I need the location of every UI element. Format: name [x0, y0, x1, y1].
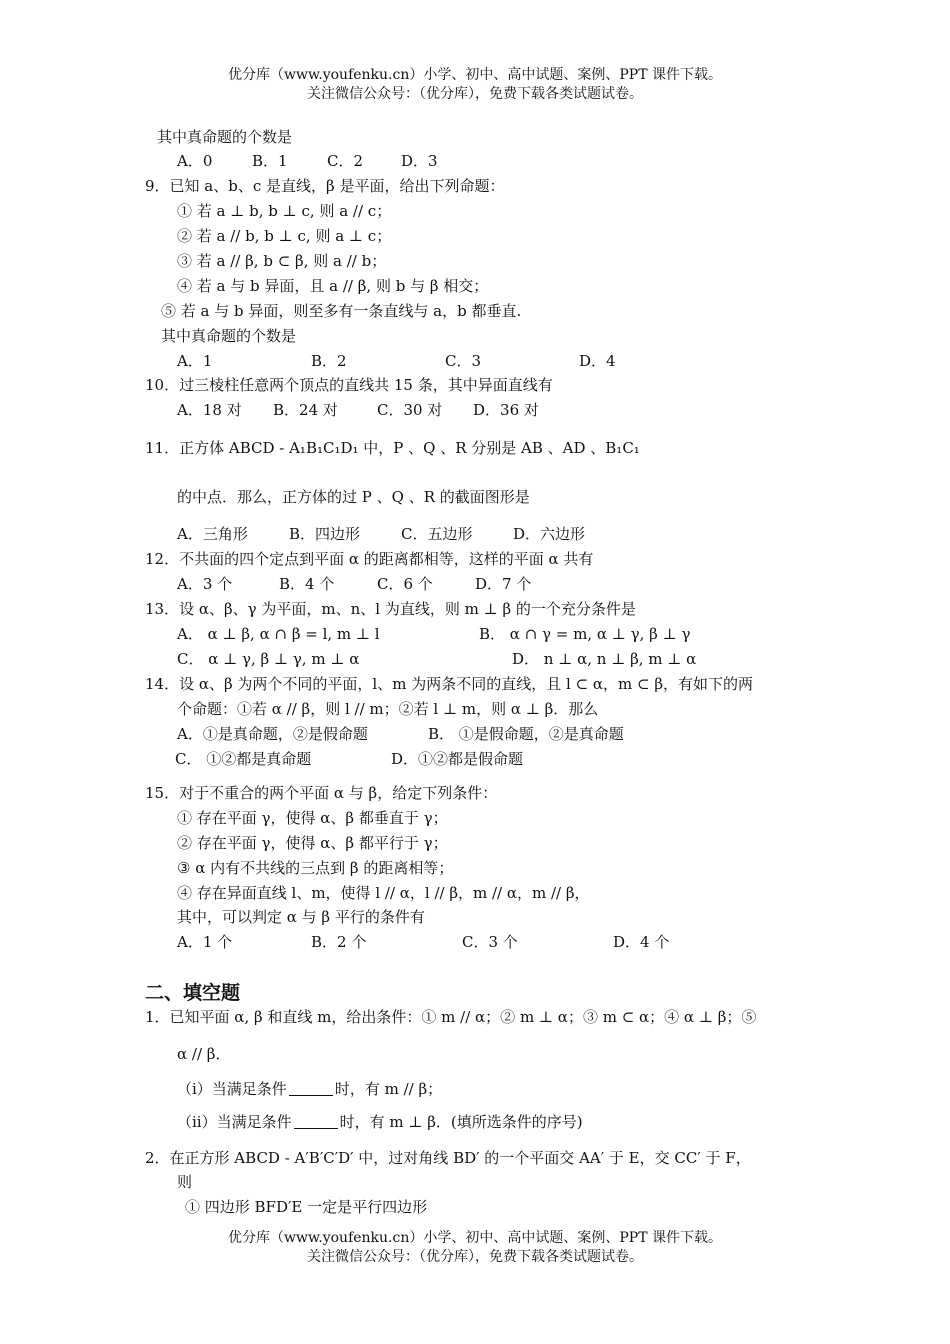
q10-option-c: C．30 对	[377, 401, 443, 419]
q13-option-d: D． n ⊥ α, n ⊥ β, m ⊥ α	[512, 650, 697, 668]
q15-item-4: ④ 存在异面直线 l、m，使得 l // α，l // β，m // α，m // β，	[177, 884, 590, 902]
header-line-2: 关注微信公众号：（优分库），免费下载各类试题试卷。	[307, 86, 643, 102]
q9-option-c: C．3	[445, 352, 482, 370]
q10-option-b: B．24 对	[273, 401, 338, 419]
q15-item-3: ③ α 内有不共线的三点到 β 的距离相等；	[177, 859, 454, 877]
q9-stem: 9．已知 a、b、c 是直线，β 是平面，给出下列命题：	[145, 177, 505, 195]
q9-item-4: ④ 若 a 与 b 异面，且 a // β, 则 b 与 β 相交；	[177, 277, 489, 295]
q8-option-a: A．0	[177, 152, 213, 170]
fill-1-stem: 1．已知平面 α, β 和直线 m，给出条件：① m // α；② m ⊥ α；③ m ⊂ α；④ α ⊥ β；⑤	[145, 1008, 757, 1026]
footer-line-1: 优分库（www.youfenku.cn）小学、初中、高中试题、案例、PPT 课件下载。	[227, 1230, 722, 1246]
q15-options	[177, 932, 669, 952]
q9-option-d: D．4	[579, 352, 616, 370]
q10-stem: 10．过三棱柱任意两个顶点的直线共 15 条，其中异面直线有	[145, 376, 553, 394]
q15-option-b: B．2 个	[311, 933, 367, 951]
fill-1-stem-2: α // β．	[177, 1045, 231, 1063]
q15-item-1: ① 存在平面 γ，使得 α、β 都垂直于 γ；	[177, 809, 448, 827]
section-title: 二、填空题	[145, 982, 241, 1004]
q9-options	[177, 351, 616, 371]
q12-option-a: A．3 个	[177, 575, 233, 593]
q12-options	[177, 574, 531, 594]
q9-item-1: ① 若 a ⊥ b, b ⊥ c, 则 a // c；	[177, 202, 392, 220]
q10-option-d: D．36 对	[473, 401, 539, 419]
q12-stem: 12．不共面的四个定点到平面 α 的距离都相等，这样的平面 α 共有	[145, 550, 594, 568]
q9-option-b: B．2	[311, 352, 347, 370]
fill-2-stem-2: 则	[177, 1173, 193, 1191]
q12-option-c: C．6 个	[377, 575, 433, 593]
q14-stem-2: 个命题：①若 α // β，则 l // m；②若 l ⊥ m，则 α ⊥ β．那么	[177, 700, 599, 718]
q9-item-5: ⑤ 若 a 与 b 异面，则至多有一条直线与 a，b 都垂直.	[161, 302, 522, 320]
page-header	[0, 66, 950, 104]
q14-option-c: C． ①②都是真命题	[175, 750, 312, 768]
fill-2-item-1: ① 四边形 BFD′E 一定是平行四边形	[185, 1198, 428, 1216]
q10-option-a: A．18 对	[177, 401, 242, 419]
q14-option-d: D．①②都是假命题	[391, 750, 524, 768]
q11-option-a: A．三角形	[177, 525, 248, 543]
header-line-1: 优分库（www.youfenku.cn）小学、初中、高中试题、案例、PPT 课件下载。	[227, 67, 722, 83]
q9-item-3: ③ 若 a // β, b ⊂ β, 则 a // b；	[177, 252, 387, 270]
q9-item-2: ② 若 a // b, b ⊥ c, 则 a ⊥ c；	[177, 227, 392, 245]
footer-line-2: 关注微信公众号：（优分库），免费下载各类试题试卷。	[307, 1249, 643, 1265]
fill-1-sub-2	[177, 1112, 583, 1132]
q13-option-a: A． α ⊥ β, α ∩ β = l, m ⊥ l	[177, 625, 380, 643]
q15-option-a: A．1 个	[177, 933, 233, 951]
q10-options	[177, 400, 539, 420]
q8-option-d: D．3	[401, 152, 438, 170]
q13-option-b: B． α ∩ γ = m, α ⊥ γ, β ⊥ γ	[479, 625, 691, 643]
fill-1-sub-2-post: 时，有 m ⊥ β．(填所选条件的序号)	[339, 1113, 583, 1131]
fill-1-sub-1-pre: （i）当满足条件	[177, 1080, 287, 1098]
q14-option-b: B． ①是假命题，②是真命题	[428, 725, 624, 743]
q11-option-c: C．五边形	[401, 525, 473, 543]
q11-options	[177, 524, 585, 544]
q8-options	[177, 151, 438, 171]
q12-option-d: D．7 个	[475, 575, 532, 593]
fill-1-sub-2-pre: （ii）当满足条件	[177, 1113, 292, 1131]
answer-blank-1[interactable]	[289, 1081, 333, 1096]
answer-blank-2[interactable]	[294, 1114, 338, 1129]
q11-stem: 11．正方体 ABCD - A₁B₁C₁D₁ 中，P 、Q 、R 分别是 AB 、AD 、B₁C₁	[145, 439, 640, 457]
q14-stem: 14．设 α、β 为两个不同的平面，l、m 为两条不同的直线，且 l ⊂ α，m ⊂ β，有如下的两	[145, 675, 754, 693]
q15-option-c: C．3 个	[462, 933, 518, 951]
fill-1-sub-1-post: 时，有 m // β；	[334, 1080, 443, 1098]
fill-2-stem: 2．在正方形 ABCD - A′B′C′D′ 中，过对角线 BD′ 的一个平面交 AA′ 于 E，交 CC′ 于 F，	[145, 1149, 751, 1167]
q15-option-d: D．4 个	[613, 933, 670, 951]
q15-ask: 其中，可以判定 α 与 β 平行的条件有	[177, 908, 425, 926]
q8-option-c: C．2	[327, 152, 364, 170]
q8-option-b: B．1	[252, 152, 288, 170]
page-footer	[0, 1229, 950, 1267]
q13-option-c: C． α ⊥ γ, β ⊥ γ, m ⊥ α	[177, 650, 360, 668]
q11-stem-2: 的中点．那么，正方体的过 P 、Q 、R 的截面图形是	[177, 488, 530, 506]
q12-option-b: B．4 个	[279, 575, 335, 593]
fill-1-sub-1	[177, 1079, 442, 1099]
q11-option-b: B．四边形	[289, 525, 361, 543]
q13-stem: 13．设 α、β、γ 为平面，m、n、l 为直线，则 m ⊥ β 的一个充分条件是	[145, 600, 636, 618]
q9-ask: 其中真命题的个数是	[161, 327, 297, 345]
q15-item-2: ② 存在平面 γ，使得 α、β 都平行于 γ；	[177, 834, 448, 852]
q14-option-a: A．①是真命题，②是假命题	[177, 725, 368, 743]
q8-stem: 其中真命题的个数是	[157, 128, 293, 146]
q11-option-d: D．六边形	[513, 525, 586, 543]
q15-stem: 15．对于不重合的两个平面 α 与 β，给定下列条件：	[145, 784, 498, 802]
q9-option-a: A．1	[177, 352, 213, 370]
